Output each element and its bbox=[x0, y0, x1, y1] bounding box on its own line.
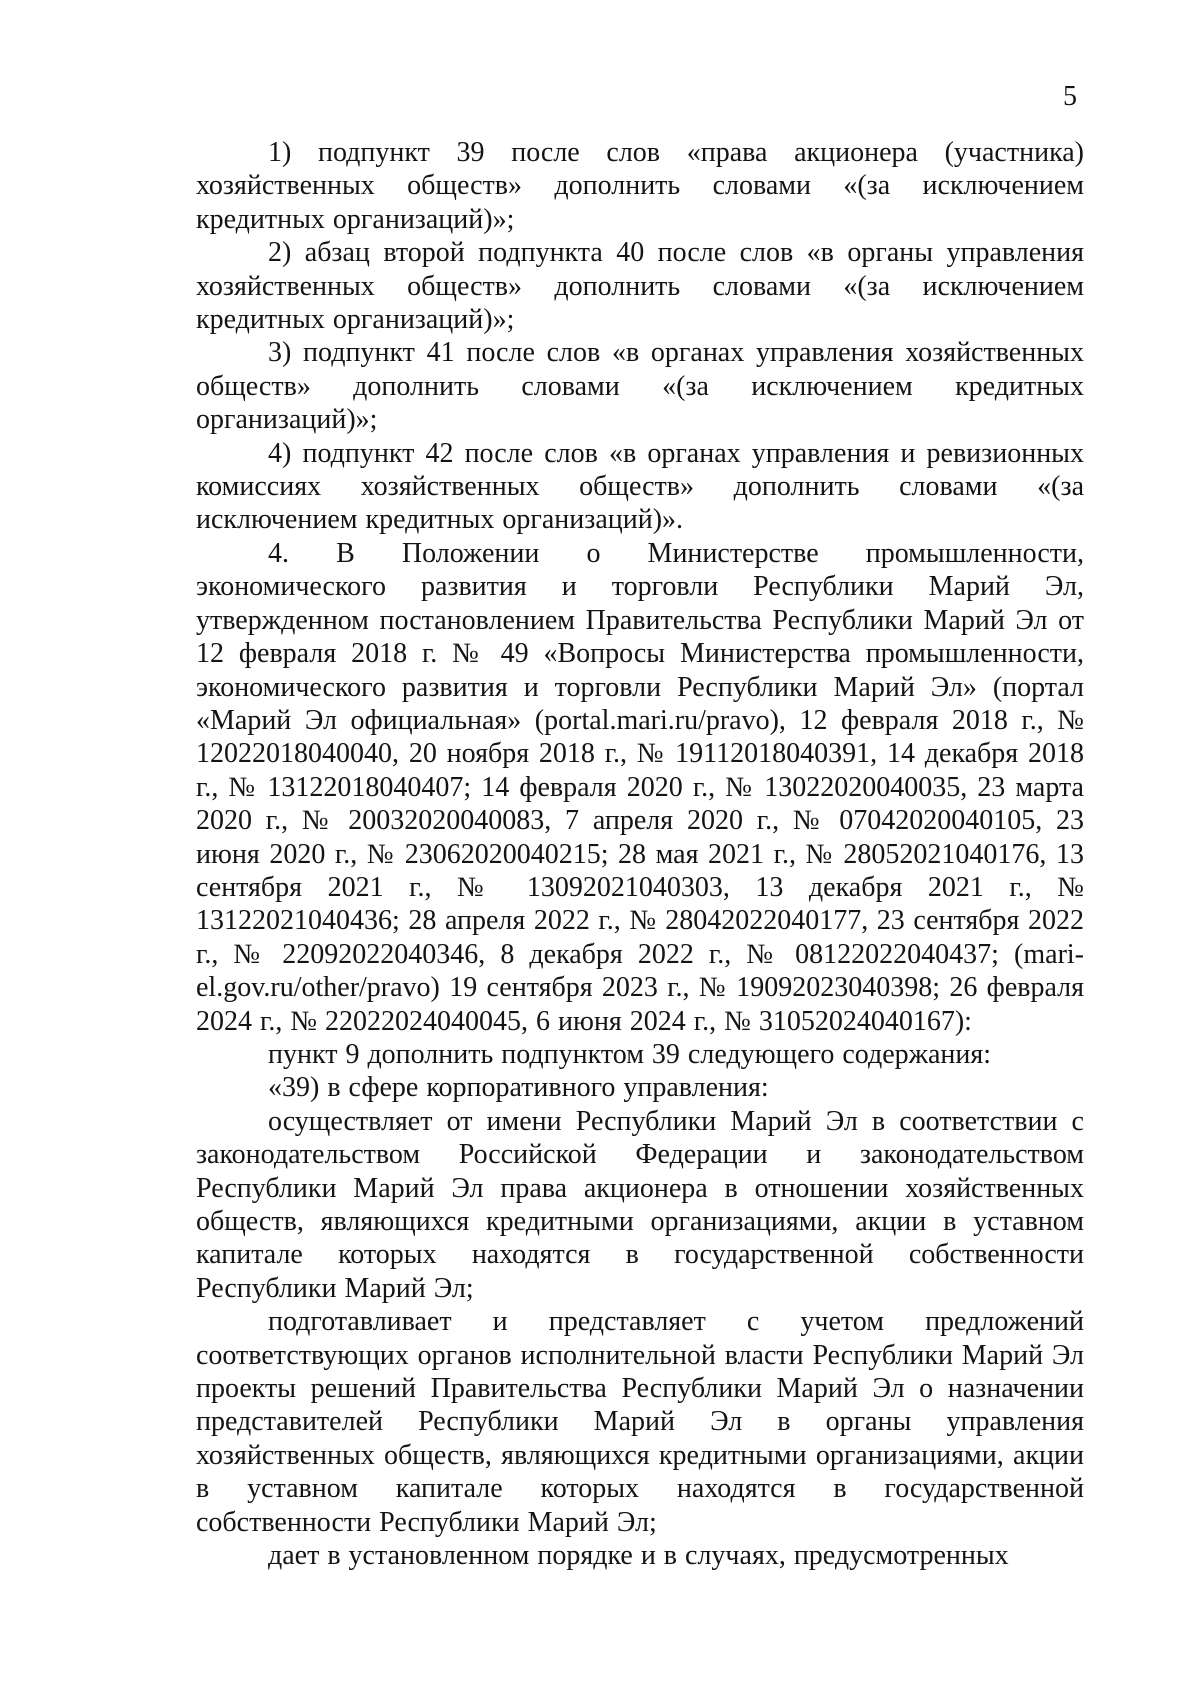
page-number: 5 bbox=[1063, 81, 1077, 112]
paragraph-prepares: подготавливает и представляет с учетом предложений соответствующих органов исполнительной власти Республики Марий Эл проекты решений Правительства Республики Марий Эл о назначении представителей Республики Марий Эл в органы управления хозяйственных обществ, являющихся кредитными организациями, акции в уставном капитале которых находятся в государственной собственности Республики Марий Эл; bbox=[196, 1306, 1084, 1538]
paragraph-item-3: 3) подпункт 41 после слов «в органах управления хозяйственных обществ» дополнить словами «(за исключением кредитных организаций)»; bbox=[196, 337, 1084, 436]
document-body bbox=[196, 136, 1084, 1572]
paragraph-item-2: 2) абзац второй подпункта 40 после слов «в органы управления хозяйственных обществ» дополнить словами «(за исключением кредитных организаций)»; bbox=[196, 237, 1084, 336]
paragraph-section-4: 4. В Положении о Министерстве промышленности, экономического развития и торговли Республики Марий Эл, утвержденном постановлением Правительства Республики Марий Эл от 12 февраля 2018 г. № 49 «Вопросы Министерства промышленности, экономического развития и торговли Республики Марий Эл» (портал «Марий Эл официальная» (portal.mari.ru/pravo), 12 февраля 2018 г., № 12022018040040, 20 ноября 2018 г., № 19112018040391, 14 декабря 2018 г., № 13122018040407; 14 февраля 2020 г., № 13022020040035, 23 марта 2020 г., № 20032020040083, 7 апреля 2020 г., № 07042020040105, 23 июня 2020 г., № 23062020040215; 28 мая 2021 г., № 28052021040176, 13 сентября 2021 г., № 13092021040303, 13 декабря 2021 г., № 13122021040436; 28 апреля 2022 г., № 28042022040177, 23 сентября 2022 г., № 22092022040346, 8 декабря 2022 г., № 08122022040437; (mari-el.gov.ru/other/pravo) 19 сентября 2023 г., № 19092023040398; 26 февраля 2024 г., № 22022024040045, 6 июня 2024 г., № 31052024040167): bbox=[196, 537, 1084, 1037]
paragraph-subpoint-39: «39) в сфере корпоративного управления: bbox=[268, 1072, 769, 1104]
paragraph-item-1: 1) подпункт 39 после слов «права акционера (участника) хозяйственных обществ» дополнить словами «(за исключением кредитных организаций)»; bbox=[196, 137, 1084, 235]
paragraph-gives: дает в установленном порядке и в случаях, предусмотренных bbox=[268, 1540, 1009, 1572]
paragraph-point-9: пункт 9 дополнить подпунктом 39 следующего содержания: bbox=[268, 1038, 992, 1070]
paragraph-item-4: 4) подпункт 42 после слов «в органах управления и ревизионных комиссиях хозяйственных обществ» дополнить словами «(за исключением кредитных организаций)». bbox=[196, 437, 1084, 536]
paragraph-rights: осуществляет от имени Республики Марий Эл в соответствии с законодательством Российской Федерации и законодательством Республики Марий Эл права акционера в отношении хозяйственных обществ, являющихся кредитными организациями, акции в уставном капитале которых находятся в государственной собственности Республики Марий Эл; bbox=[196, 1105, 1084, 1304]
